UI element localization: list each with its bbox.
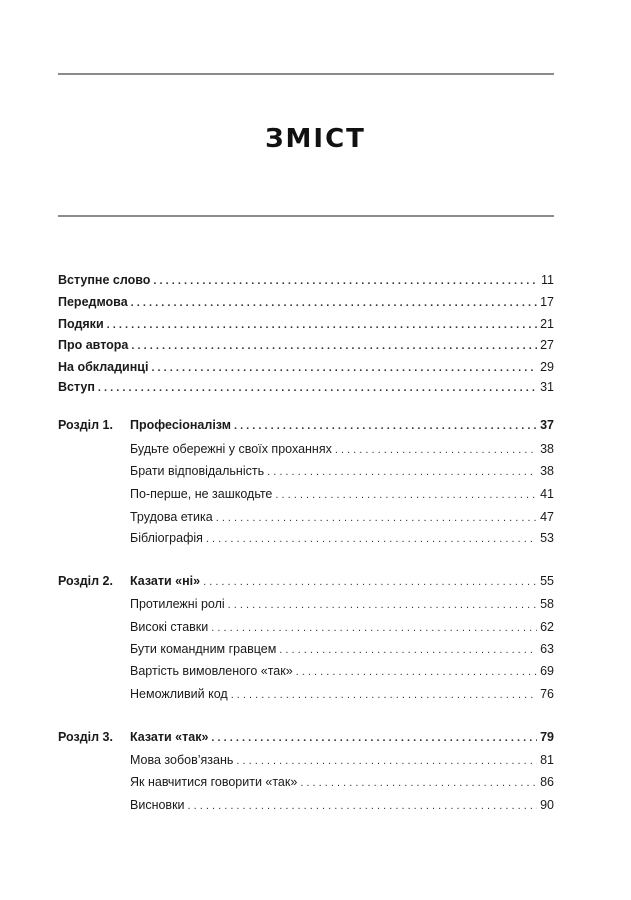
toc-section[interactable] [130, 528, 554, 548]
dot-leader [216, 508, 537, 528]
toc-entry-label: Вступне слово [58, 273, 151, 287]
toc-section[interactable] [130, 461, 554, 481]
dot-leader [228, 595, 537, 615]
toc-entry-label: Передмова [58, 295, 128, 309]
dot-leader [211, 728, 537, 748]
toc-chapter[interactable] [130, 415, 554, 435]
toc-entry[interactable] [58, 292, 554, 312]
dot-leader [279, 640, 537, 660]
dot-leader [300, 773, 537, 793]
toc-chapter[interactable] [130, 571, 554, 591]
section-label: Будьте обережні у своїх проханнях [130, 442, 332, 456]
section-page: 58 [540, 597, 554, 611]
dot-leader [206, 529, 537, 549]
dot-leader [153, 271, 538, 291]
section-page: 47 [540, 510, 554, 524]
toc-entry[interactable] [58, 270, 554, 290]
dot-leader [131, 293, 537, 313]
section-page: 69 [540, 664, 554, 678]
toc-section[interactable] [130, 439, 554, 459]
chapter-number: Розділ 3. [58, 730, 113, 744]
dot-leader [231, 685, 537, 705]
section-label: Високі ставки [130, 620, 209, 634]
section-page: 62 [540, 620, 554, 634]
toc-entry-page: 21 [540, 317, 554, 331]
toc-entry-page: 17 [540, 295, 554, 309]
toc-entry[interactable] [58, 335, 554, 355]
section-label: Бути командним гравцем [130, 642, 277, 656]
dot-leader [188, 796, 538, 816]
section-page: 41 [540, 487, 554, 501]
chapter-page: 79 [540, 730, 554, 744]
chapter-page: 37 [540, 418, 554, 432]
section-label: Неможливий код [130, 687, 228, 701]
toc-entry-label: На обкладинці [58, 360, 149, 374]
toc-entry-page: 27 [540, 338, 554, 352]
page-title: ЗМІСТ [265, 124, 366, 154]
section-page: 53 [540, 531, 554, 545]
chapter-title: Казати «так» [130, 730, 209, 744]
chapter-number: Розділ 1. [58, 418, 113, 432]
toc-section[interactable] [130, 484, 554, 504]
toc-section[interactable] [130, 507, 554, 527]
dot-leader [234, 416, 537, 436]
dot-leader [275, 485, 537, 505]
section-label: Мова зобов’язань [130, 753, 234, 767]
section-label: Протилежні ролі [130, 597, 225, 611]
section-page: 81 [540, 753, 554, 767]
toc-entry-label: Про автора [58, 338, 129, 352]
title-rule [58, 215, 554, 217]
dot-leader [267, 462, 537, 482]
section-label: Як навчитися говорити «так» [130, 775, 298, 789]
section-page: 38 [540, 464, 554, 478]
section-page: 63 [540, 642, 554, 656]
section-label: Вартість вимовленого «так» [130, 664, 293, 678]
dot-leader [107, 315, 537, 335]
section-page: 76 [540, 687, 554, 701]
chapter-title: Професіоналізм [130, 418, 231, 432]
top-rule [58, 73, 554, 75]
toc-entry[interactable] [58, 357, 554, 377]
dot-leader [98, 378, 537, 398]
dot-leader [151, 358, 537, 378]
toc-entry-page: 29 [540, 360, 554, 374]
section-page: 86 [540, 775, 554, 789]
toc-section[interactable] [130, 639, 554, 659]
dot-leader [203, 572, 537, 592]
section-label: По-перше, не зашкодьте [130, 487, 273, 501]
dot-leader [296, 662, 537, 682]
toc-section[interactable] [130, 750, 554, 770]
toc-entry-page: 11 [541, 273, 554, 287]
dot-leader [236, 751, 537, 771]
dot-leader [335, 440, 537, 460]
toc-section[interactable] [130, 684, 554, 704]
chapter-title: Казати «ні» [130, 574, 201, 588]
section-label: Висновки [130, 798, 185, 812]
toc-section[interactable] [130, 617, 554, 637]
toc-entry-label: Подяки [58, 317, 104, 331]
toc-entry[interactable] [58, 314, 554, 334]
section-page: 38 [540, 442, 554, 456]
section-label: Трудова етика [130, 510, 213, 524]
chapter-page: 55 [540, 574, 554, 588]
section-label: Бібліографія [130, 531, 203, 545]
toc-entry[interactable] [58, 377, 554, 397]
section-label: Брати відповідальність [130, 464, 265, 478]
dot-leader [131, 336, 537, 356]
toc-section[interactable] [130, 772, 554, 792]
toc-entry-page: 31 [540, 380, 554, 394]
toc-section[interactable] [130, 795, 554, 815]
toc-chapter[interactable] [130, 727, 554, 747]
toc-section[interactable] [130, 661, 554, 681]
dot-leader [211, 618, 537, 638]
toc-section[interactable] [130, 594, 554, 614]
toc-entry-label: Вступ [58, 380, 95, 394]
section-page: 90 [540, 798, 554, 812]
chapter-number: Розділ 2. [58, 574, 113, 588]
